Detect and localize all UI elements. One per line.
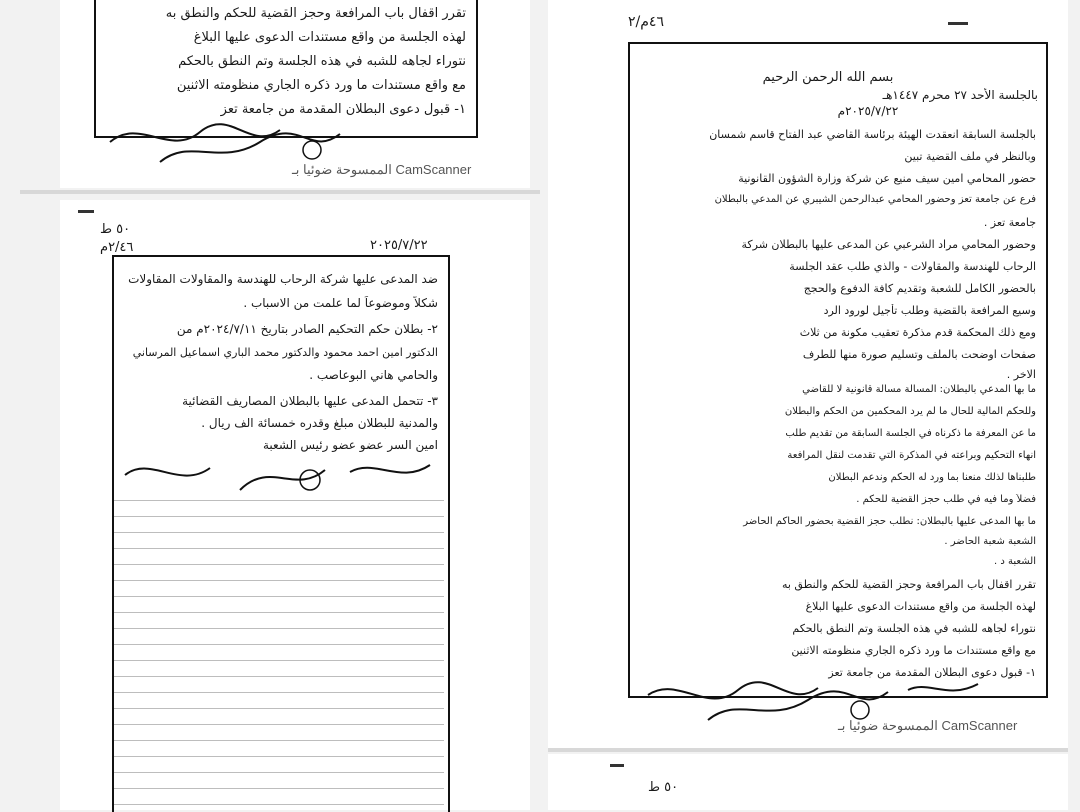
separator xyxy=(20,190,540,194)
text-line: بالحضور الكامل للشعبة وتقديم كافة الدفوع والحجج xyxy=(803,282,1036,295)
bottom-fragment xyxy=(548,754,1068,810)
ruled-line xyxy=(114,724,444,725)
ruled-line xyxy=(114,660,444,661)
text-line: شكلاً وموضوعاً لما علمت من الاسباب . xyxy=(243,296,438,310)
page-reference: ٤٦م/٢ xyxy=(628,14,664,30)
fragment-line: ١- قبول دعوى البطلان المقدمة من جامعة تعز xyxy=(220,102,466,117)
camscanner-label: الممسوحة ضوئيا بـ CamScanner xyxy=(838,718,1018,733)
text-line: تقرر اقفال باب المرافعة وحجز القضية للحكم والنطق به xyxy=(781,578,1036,591)
ruled-line xyxy=(114,532,444,533)
text-line: طلبناها لذلك منعنا بما ورد له الحكم وندعم البطلان xyxy=(828,472,1036,483)
signatures xyxy=(120,450,440,510)
text-line: بالجلسة السابقة انعقدت الهيئة برئاسة القاضي عبد الفتاح قاسم شمسان xyxy=(709,128,1036,141)
dash-mark xyxy=(948,22,968,25)
fragment-line: لهذه الجلسة من واقع مستندات الدعوى عليها البلاغ xyxy=(193,30,466,45)
session-date: بالجلسة الأحد ٢٧ محرم ١٤٤٧هـ xyxy=(882,88,1038,102)
document-date: ٢٠٢٥/٧/٢٢ xyxy=(370,238,428,253)
ruled-line xyxy=(114,692,444,693)
text-line: ما عن المعرفة ما ذكرناه في الجلسة السابقة من تقديم طلب xyxy=(785,428,1036,439)
camscanner-label: الممسوحة ضوئيا بـ CamScanner xyxy=(292,162,472,177)
text-line: انهاء التحكيم وبراعته في المذكرة التي تقدمت لنقل المرافعة xyxy=(787,450,1036,461)
ruled-line xyxy=(114,740,444,741)
text-line: ما بها المدعى عليها بالبطلان: نطلب حجز القضية بحضور الحاكم الحاضر xyxy=(743,516,1036,527)
text-line: مع واقع مستندات ما ورد ذكره الجاري منظومته الاثنين xyxy=(791,644,1036,657)
text-line: الشعبة د . xyxy=(994,556,1036,567)
text-line: الشعبة شعبة الحاضر . xyxy=(944,536,1036,547)
fragment-line: نتوراء لجاهه للشبه في هذه الجلسة وتم النطق بالحكم xyxy=(178,54,466,69)
text-line: ضد المدعى عليها شركة الرحاب للهندسة والمقاولات المقاولات xyxy=(128,272,438,286)
page-number: ٥٠ ط xyxy=(648,780,679,795)
text-line: فرع عن جامعة تعز وحضور المحامي عبدالرحمن الشيبري عن المدعي بالبطلان xyxy=(714,194,1036,205)
text-line: ومع ذلك المحكمة قدم مذكرة تعقيب مكونة من ثلاث xyxy=(799,326,1036,339)
ruled-line xyxy=(114,804,444,805)
fragment-line: تقرر اقفال باب المرافعة وحجز القضية للحكم والنطق به xyxy=(165,6,466,21)
page-number: ٥٠ ط xyxy=(100,222,131,237)
session-date-gregorian: ٢٠٢٥/٧/٢٢م xyxy=(837,104,899,118)
text-line: الرحاب للهندسة والمقاولات - والذي طلب عقد الجلسة xyxy=(789,260,1036,273)
text-line: ١- قبول دعوى البطلان المقدمة من جامعة تعز xyxy=(828,666,1036,679)
text-line: وللحكم المالية للحال ما لم يرد المحكمين من الحكم والبطلان xyxy=(784,406,1036,417)
left-page xyxy=(60,200,530,810)
ruled-line xyxy=(114,628,444,629)
ruled-line xyxy=(114,612,444,613)
case-reference: ٢/٤٦م xyxy=(100,240,134,255)
text-line: نتوراء لجاهه للشبه في هذه الجلسة وتم النطق بالحكم xyxy=(792,622,1036,635)
ruled-line xyxy=(114,772,444,773)
text-line: والحامي هاني البوعاصب . xyxy=(309,368,438,382)
text-line: ٢- بطلان حكم التحكيم الصادر بتاريخ ٢٠٢٤/٧/١١م من xyxy=(176,322,438,336)
ruled-line xyxy=(114,756,444,757)
text-line: وسيع المرافعة بالقضية وطلب تأجيل لورود الرد xyxy=(823,304,1036,317)
text-line: ما بها المدعي بالبطلان: المسألة مسألة قانونية لا للقاضي xyxy=(802,384,1036,395)
ruled-line xyxy=(114,788,444,789)
ruled-line xyxy=(114,500,444,501)
ruled-line xyxy=(114,676,444,677)
text-line: ٣- تتحمل المدعى عليها بالبطلان المصاريف القضائية xyxy=(182,394,438,408)
dash-mark xyxy=(610,764,624,767)
ruled-line xyxy=(114,708,444,709)
basmala: بسم الله الرحمن الرحيم xyxy=(762,70,894,85)
dash-mark xyxy=(78,210,94,213)
ruled-line xyxy=(114,516,444,517)
separator xyxy=(548,748,1068,752)
text-line: صفحات اوضحت بالملف وتسليم صورة منها للطرف xyxy=(802,348,1036,361)
signature-titles: امين السر عضو عضو رئيس الشعبة xyxy=(262,438,438,452)
ruled-line xyxy=(114,580,444,581)
ruled-line xyxy=(114,596,444,597)
text-line: والمدنية للبطلان مبلغ وقدره خمسائة الف ريال . xyxy=(201,416,438,430)
text-line: جامعة تعز . xyxy=(983,216,1036,229)
ruled-line xyxy=(114,564,444,565)
top-left-fragment xyxy=(60,0,530,188)
right-page xyxy=(548,0,1068,750)
text-line: حضور المحامي امين سيف منيع عن شركة وزارة الشؤون القانونية xyxy=(738,172,1036,185)
ruled-line xyxy=(114,644,444,645)
fragment-line: مع واقع مستندات ما ورد ذكره الجاري منظومته الاثنين xyxy=(176,78,466,93)
ruled-line xyxy=(114,548,444,549)
left-page-frame xyxy=(112,255,450,812)
text-line: الاخر . xyxy=(1006,368,1036,381)
text-line: فضلاً وما فيه في طلب حجز القضية للحكم . xyxy=(856,494,1036,505)
text-line: وبالنظر في ملف القضية تبين xyxy=(904,150,1036,163)
text-line: لهذه الجلسة من واقع مستندات الدعوى عليها البلاغ xyxy=(805,600,1036,613)
text-line: الدكتور امين احمد محمود والدكتور محمد الباري اسماعيل المرساني xyxy=(132,346,438,359)
text-line: وحضور المحامي مراد الشرعبي عن المدعى عليها بالبطلان شركة xyxy=(741,238,1036,251)
